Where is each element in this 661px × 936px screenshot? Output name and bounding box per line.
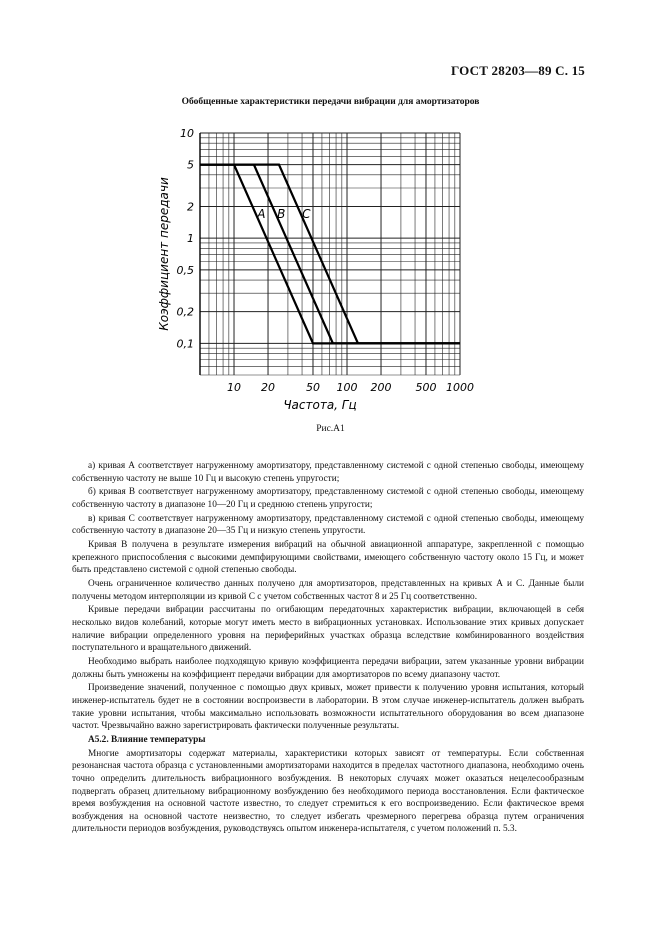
- chart-series: [200, 165, 460, 344]
- y-tick-label: 10: [180, 127, 194, 140]
- chart-title: Обобщенные характеристики передачи вибрации для амортизаторов: [181, 97, 480, 107]
- x-tick-label: 10: [227, 381, 242, 394]
- paragraph-b-line-1: б) кривая В соответствует нагруженному амортизатору, представленному системой с одной степенью: [88, 487, 499, 498]
- series-label-b: B: [277, 207, 286, 222]
- series-line-b: [200, 165, 460, 344]
- paragraph-4: Кривая В получена в результате измерения вибраций на обычной авиационной аппаратуре, закрепленной с помощью крепежного приспособления с высокими демпфирующими свойствами, имеющего собственную частоту около 15 Гц, и может быть представлено системой с одной степенью свободы.: [72, 540, 584, 576]
- x-tick-label: 20: [261, 381, 276, 394]
- y-tick-label: 1: [187, 232, 194, 246]
- y-tick-label: 0,2: [176, 305, 194, 319]
- paragraph-c: [72, 513, 584, 538]
- paragraph-5: Очень ограниченное количество данных получено для амортизаторов, представленных на кривых А и С. Данные были получены методом интерполяции из кривой С с учетом собственных частот 8 и 25 Гц соответственно.: [72, 579, 584, 602]
- x-tick-label: 500: [415, 381, 437, 394]
- x-tick-label: 100: [336, 381, 358, 394]
- page-header: ГОСТ 28203—89 С. 15: [451, 63, 585, 78]
- series-line-c: [200, 165, 460, 344]
- x-axis-title: Частота, Гц: [283, 398, 357, 412]
- paragraph-7: Необходимо выбрать наиболее подходящую кривую коэффициента передачи вибрации, затем указанные уровни вибрации должны быть умножены на коэффициент передачи вибрации для амортизаторов по всему диапазону частот.: [72, 657, 584, 680]
- series-line-a: [200, 165, 460, 344]
- y-axis-title: Коэффициент передачи: [157, 177, 171, 331]
- paragraph-b: [72, 486, 584, 511]
- y-tick-label: 5: [187, 158, 194, 172]
- figure-caption: Рис.А1: [316, 424, 345, 434]
- y-tick-label: 0,1: [176, 337, 194, 351]
- paragraph-c-line-2: свободы, имеющему собственную частоту в диапазоне 20—35 Гц и низкую степень упругости.: [72, 513, 584, 537]
- body-text: [72, 460, 584, 837]
- series-label-c: C: [302, 207, 311, 222]
- paragraph-6: Кривые передачи вибрации рассчитаны по огибающим передаточных характеристик вибрации, включающей в себя несколько видов колебаний, которые могут иметь место в вибрационных установках. Использование этих кривых допускает наличие вибрации определенного уровня на периферийных участках образца вследствие комбинированного воздействия поступательного и вращательного движений.: [72, 605, 584, 654]
- transmission-chart: [0, 0, 661, 440]
- paragraph-a: [72, 460, 584, 485]
- x-tick-label: 50: [305, 381, 320, 394]
- y-tick-label: 2: [187, 200, 194, 214]
- section-title: А5.2. Влияние температуры: [88, 734, 206, 745]
- paragraph-a-line-1: а) кривая А соответствует нагруженному амортизатору, представленному системой с одной степенью: [88, 461, 499, 471]
- paragraph-8: Произведение значений, полученное с помощью двух кривых, может привести к получению уровня испытания, который инженер-испытатель будет не в состоянии воспроизвести в лаборатории. В этом случае инженер-испытатель должен выбрать такие уровни испытания, чтобы максимально использовать возможности испытательного оборудования во всем диапазоне частот. Чрезвычайно важно зарегистрировать фактически полученные результаты.: [72, 683, 584, 732]
- paragraph-9: Многие амортизаторы содержат материалы, характеристики которых зависят от температуры. Если собственная резонансная частота образца с установленными амортизаторами находится в пределах частотного диапазона, необходимо очень точно определить длительность вибрационного возбуждения. В некоторых случаях может оказаться нецелесообразным подвергать образец длительному вибрационному возбуждению без необходимого периода восстановления. Если фактическое время возбуждения на основной частоте известно, то следует стремиться к его воспроизведению. Если фактическое время возбуждения на основной частоте неизвестно, то следует избегать чрезмерного перегрева образца путем ограничения длительности периодов возбуждения, руководствуясь опытом инженера-испытателя, с учетом положений п. 5.3.: [72, 748, 584, 835]
- series-label-a: A: [257, 207, 266, 222]
- paragraph-a-line-2: свободы, имеющему собственную частоту не выше 10 Гц и высокую степень упругости;: [72, 461, 584, 484]
- paragraph-c-line-1: в) кривая С соответствует нагруженному амортизатору, представленному системой с одной степенью: [88, 513, 499, 524]
- x-tick-label: 1000: [446, 381, 474, 394]
- paragraph-b-line-2: свободы, имеющему собственную частоту в диапазоне 10—20 Гц и среднюю степень упругости;: [72, 487, 585, 510]
- y-tick-label: 0,5: [176, 263, 194, 277]
- x-tick-label: 200: [370, 381, 392, 394]
